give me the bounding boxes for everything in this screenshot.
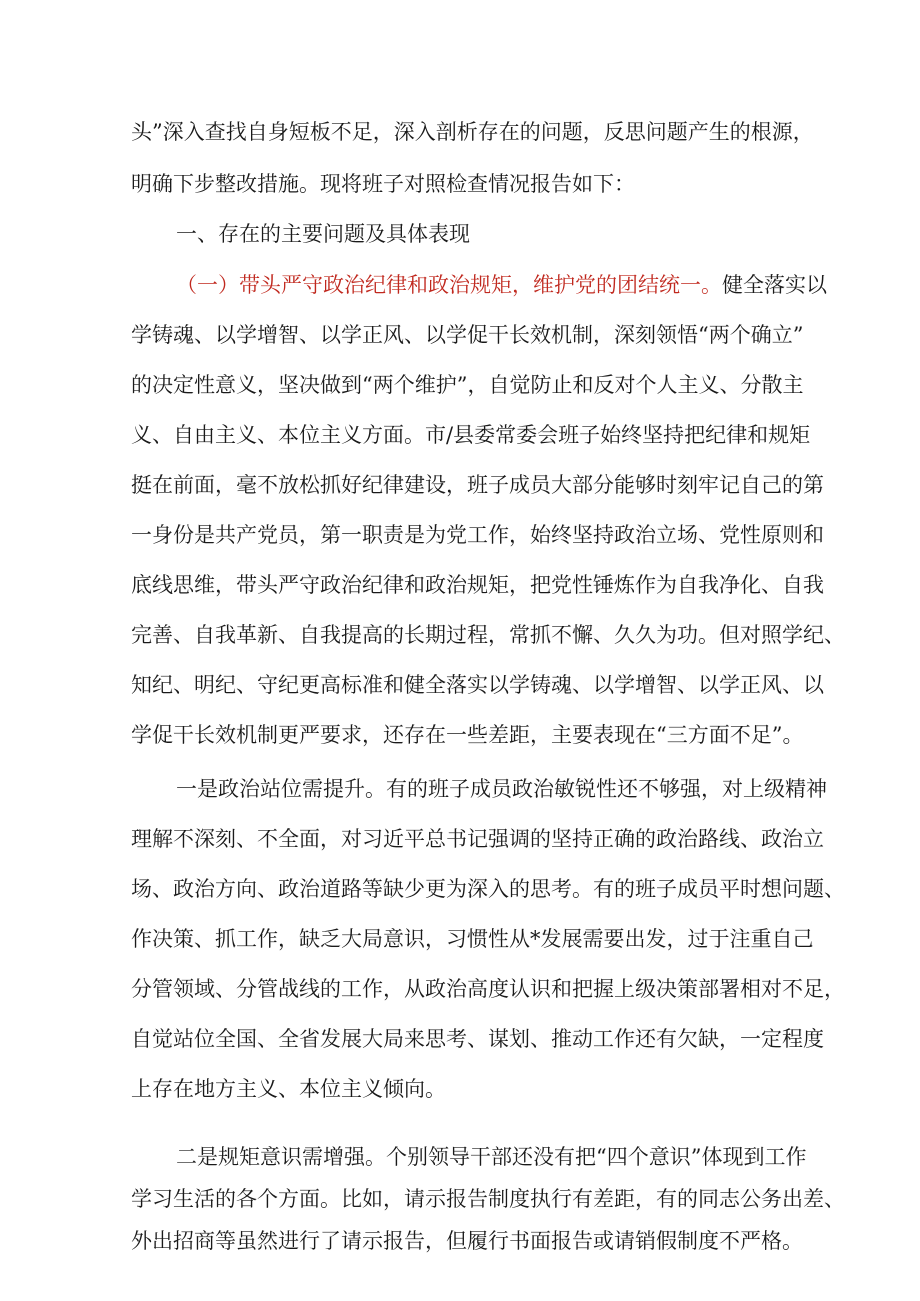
paragraph-line: 二是规矩意识需增强。个别领导干部还没有把“四个意识”体现到工作 (176, 1145, 807, 1169)
paragraph-line: 自觉站位全国、全省发展大局来思考、谋划、推动工作还有欠缺，一定程度 (131, 1027, 824, 1051)
subsection-heading: （一）带头严守政治纪律和政治规矩，维护党的团结统一。 (176, 273, 722, 297)
paragraph-line: 作决策、抓工作，缺乏大局意识，习惯性从*发展需要出发，过于注重自己 (131, 927, 814, 951)
paragraph-line: 一是政治站位需提升。有的班子成员政治敏锐性还不够强，对上级精神 (176, 777, 827, 801)
paragraph-line: 上存在地方主义、本位主义倾向。 (131, 1077, 446, 1101)
paragraph-line: 头”深入查找自身短板不足，深入剖析存在的问题，反思问题产生的根源， (131, 120, 814, 144)
paragraph-line: 的决定性意义，坚决做到“两个维护”，自觉防止和反对个人主义、分散主 (131, 373, 804, 397)
paragraph-text: 健全落实以 (722, 273, 827, 297)
subsection-heading-line (176, 270, 827, 300)
paragraph-line: 理解不深刻、不全面，对习近平总书记强调的坚持正确的政治路线、政治立 (131, 827, 824, 851)
section-heading: 一、存在的主要问题及具体表现 (176, 222, 470, 246)
paragraph-line: 学习生活的各个方面。比如，请示报告制度执行有差距，有的同志公务出差、 (131, 1187, 845, 1211)
paragraph-line: 外出招商等虽然进行了请示报告，但履行书面报告或请销假制度不严格。 (131, 1229, 803, 1253)
paragraph-line: 学促干长效机制更严要求，还存在一些差距，主要表现在“三方面不足”。 (131, 723, 804, 747)
paragraph-line: 底线思维，带头严守政治纪律和政治规矩，把党性锤炼作为自我净化、自我 (131, 573, 824, 597)
paragraph-line: 挺在前面，毫不放松抓好纪律建设，班子成员大部分能够时刻牢记自己的第 (131, 473, 824, 497)
paragraph-line: 一身份是共产党员，第一职责是为党工作，始终坚持政治立场、党性原则和 (131, 523, 824, 547)
paragraph-line: 分管领域、分管战线的工作，从政治高度认识和把握上级决策部署相对不足， (131, 977, 845, 1001)
paragraph-line: 学铸魂、以学增智、以学正风、以学促干长效机制，深刻领悟“两个确立” (131, 323, 804, 347)
paragraph-line: 完善、自我革新、自我提高的长期过程，常抓不懈、久久为功。但对照学纪、 (131, 623, 845, 647)
paragraph-line: 场、政治方向、政治道路等缺少更为深入的思考。有的班子成员平时想问题、 (131, 877, 845, 901)
paragraph-line: 义、自由主义、本位主义方面。市/县委常委会班子始终坚持把纪律和规矩 (131, 423, 811, 447)
paragraph-line: 明确下步整改措施。现将班子对照检查情况报告如下： (131, 172, 635, 196)
paragraph-line: 知纪、明纪、守纪更高标准和健全落实以学铸魂、以学增智、以学正风、以 (131, 673, 824, 697)
